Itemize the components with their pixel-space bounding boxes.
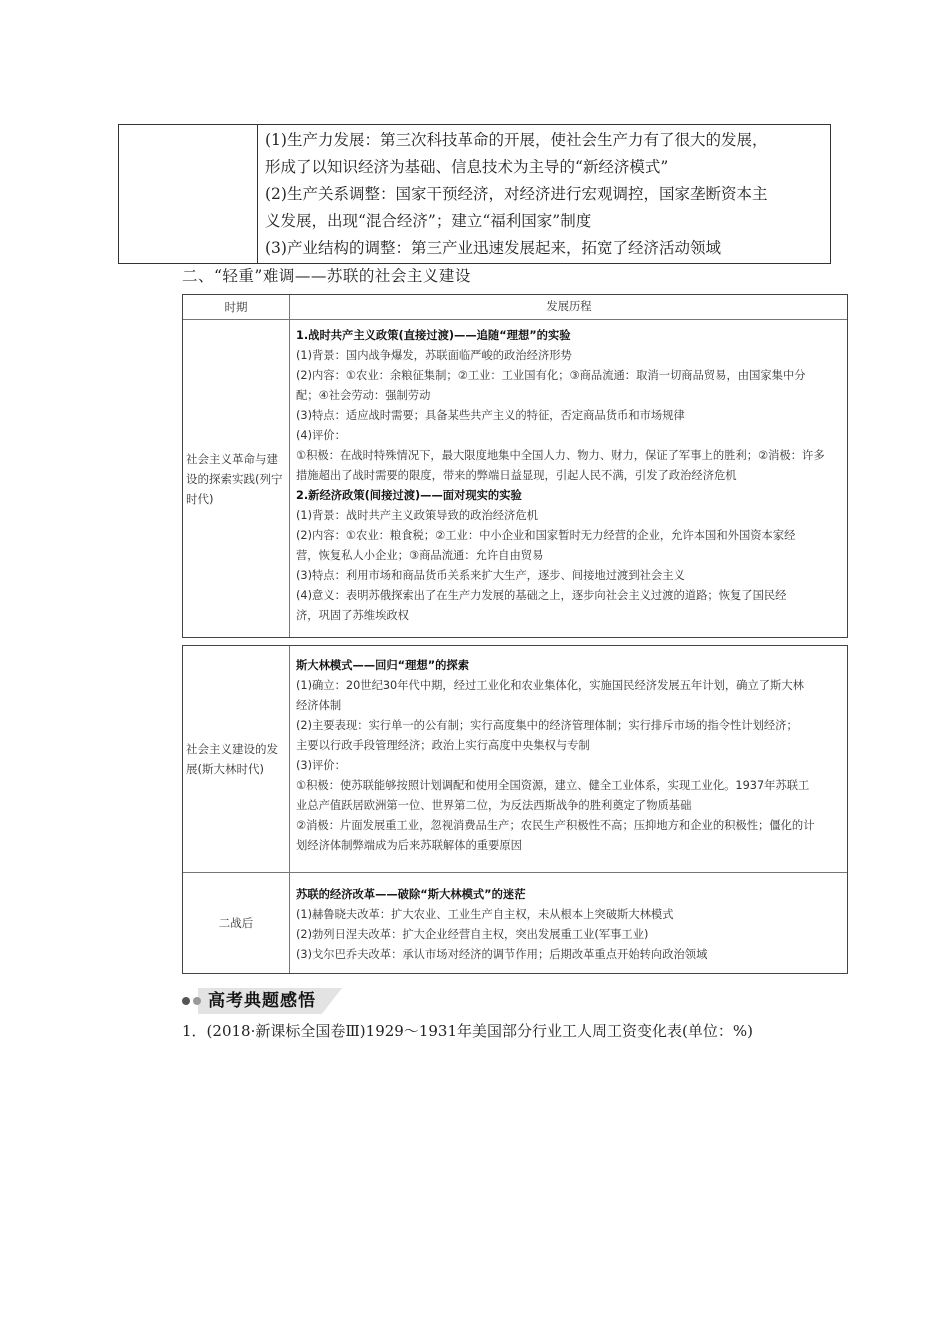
history-line: 苏联的经济改革——破除“斯大林模式”的迷茫 [296,888,526,901]
history-line: (2)内容：①农业：粮食税；②工业：中小企业和国家暂时无力经营的企业，允许本国和外国资本家经 [296,529,796,542]
history-line: (3)评价： [296,759,346,772]
history-line: 济，巩固了苏维埃政权 [296,609,409,622]
history-line: ①积极：使苏联能够按照计划调配和使用全国资源，建立、健全工业体系，实现工业化。1937年苏联工 [296,779,810,792]
period-cell: 二战后 [183,873,290,973]
table-stalin-postwar [182,645,848,974]
history-line: (1)背景：国内战争爆发，苏联面临严峻的政治经济形势 [296,349,572,362]
table-row [183,320,847,637]
history-cell [291,646,847,872]
top-table-line: (1)生产力发展：第三次科技革命的开展，使社会生产力有了很大的发展， [265,131,768,149]
history-line: (4)意义：表明苏俄探索出了在生产力发展的基础之上，逐步向社会主义过渡的道路；恢复了国民经 [296,589,787,602]
history-line: 措施超出了战时需要的限度，带来的弊端日益显现，引起人民不满，引发了政治经济危机 [296,469,737,482]
history-line: 经济体制 [296,699,342,712]
history-line: 主要以行政手段管理经济；政治上实行高度中央集权与专制 [296,739,590,752]
history-line: 业总产值跃居欧洲第一位、世界第二位，为反法西斯战争的胜利奠定了物质基础 [296,799,692,812]
history-line: 2.新经济政策(间接过渡)——面对现实的实验 [296,489,522,502]
top-table-line: 义发展，出现“混合经济”；建立“福利国家”制度 [265,212,592,230]
history-line: ①积极：在战时特殊情况下，最大限度地集中全国人力、物力、财力，保证了军事上的胜利；②消极：许多 [296,449,825,462]
section-banner [182,988,342,1014]
top-table-line: 形成了以知识经济为基础、信息技术为主导的“新经济模式” [265,158,669,176]
history-line: (1)确立：20世纪30年代中期，经过工业化和农业集体化，实施国民经济发展五年计划，确立了斯大林 [296,679,804,692]
period-cell: 社会主义革命与建设的探索实践(列宁时代) [183,320,290,637]
top-table-line: (3)产业结构的调整：第三产业迅速发展起来，拓宽了经济活动领域 [265,239,721,257]
history-line: 配；④社会劳动：强制劳动 [296,389,431,402]
header-period: 时期 [183,295,290,319]
banner-title: 高考典题感悟 [208,991,316,1011]
table-row [183,873,847,973]
table-row [183,646,847,872]
history-line: (2)勃列日涅夫改革：扩大企业经营自主权，突出发展重工业(军事工业) [296,928,649,941]
history-line: (1)背景：战时共产主义政策导致的政治经济危机 [296,509,538,522]
bullet-dots-icon [182,997,206,1005]
history-line: 斯大林模式——回归“理想”的探索 [296,659,470,672]
history-cell [291,873,847,973]
table-header-row [183,295,847,319]
history-line: (3)特点：利用市场和商品货币关系来扩大生产，逐步、间接地过渡到社会主义 [296,569,685,582]
top-table-left-cell [119,125,258,263]
header-history: 发展历程 [546,300,592,313]
section-heading: 二、“轻重”难调——苏联的社会主义建设 [182,267,471,285]
history-line: (3)戈尔巴乔夫改革：承认市场对经济的调节作用；后期改革重点开始转向政治领域 [296,948,708,961]
period-cell: 社会主义建设的发展(斯大林时代) [183,646,290,872]
history-line: 1.战时共产主义政策(直接过渡)——追随“理想”的实验 [296,329,571,342]
top-table-line: (2)生产关系调整：国家干预经济，对经济进行宏观调控，国家垄断资本主 [265,185,768,203]
table-lenin-era [182,294,848,638]
history-line: (2)内容：①农业：余粮征集制；②工业：工业国有化；③商品流通：取消一切商品贸易，由国家集中分 [296,369,806,382]
history-line: (3)特点：适应战时需要；具备某些共产主义的特征，否定商品货币和市场规律 [296,409,685,422]
top-table-content [265,127,822,262]
top-table [118,124,831,264]
history-cell [291,320,847,637]
history-line: ②消极：片面发展重工业，忽视消费品生产；农民生产积极性不高；压抑地方和企业的积极性；僵化的计 [296,819,815,832]
history-line: (2)主要表现：实行单一的公有制；实行高度集中的经济管理体制；实行排斥市场的指令性计划经济； [296,719,798,732]
history-line: (1)赫鲁晓夫改革：扩大农业、工业生产自主权，未从根本上突破斯大林模式 [296,908,674,921]
question-text: 1．(2018·新课标全国卷Ⅲ)1929～1931年美国部分行业工人周工资变化表(单位：%) [182,1022,753,1040]
history-line: 营，恢复私人小企业；③商品流通：允许自由贸易 [296,549,544,562]
history-line: 划经济体制弊端成为后来苏联解体的重要原因 [296,839,522,852]
history-line: (4)评价： [296,429,346,442]
